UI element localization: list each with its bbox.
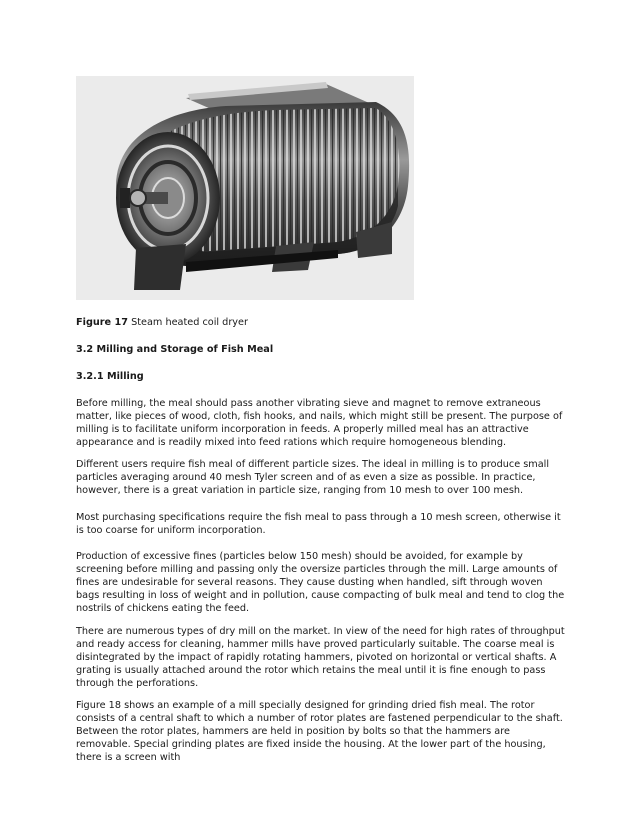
paragraph-specifications: Most purchasing specifications require the fish meal to pass through a 10 mesh screen, otherwise it is too coarse for uniform incorporation.	[76, 512, 561, 536]
section-heading: 3.2 Milling and Storage of Fish Meal	[76, 344, 274, 355]
paragraph-dry-mills: There are numerous types of dry mill on the market. In view of the need for high rates of throughput and ready access for cleaning, hammer mills have proved particularly suitable. The coarse meal is disintegrated by the impact of rapidly rotating hammers, pivoted on horizontal or vertical shafts. A grating is usually attached around the rotor which retains the meal until it is fine enough to pass through the perforations.	[76, 626, 565, 689]
subsection-heading: 3.2.1 Milling	[76, 371, 144, 382]
figure-caption	[76, 316, 566, 329]
paragraph-figure-18: Figure 18 shows an example of a mill specially designed for grinding dried fish meal. The rotor consists of a central shaft to which a number of rotor plates are fastened perpendicular to the shaft. Between the rotor plates, hammers are held in position by bolts so that the hammers are removable. Special grinding plates are fixed inside the housing. At the lower part of the housing, there is a screen with	[76, 700, 563, 763]
figure-caption-text: Steam heated coil dryer	[131, 317, 248, 328]
steam-coil-dryer-illustration	[76, 76, 414, 300]
dryer-photo	[76, 76, 414, 300]
paragraph-particle-sizes: Different users require fish meal of different particle sizes. The ideal in milling is to produce small particles averaging around 40 mesh Tyler screen and of as even a size as possible. In practice, however, there is a great variation in particle size, ranging from 10 mesh to over 100 mesh.	[76, 459, 550, 496]
figure-caption-label: Figure 17	[76, 317, 128, 328]
paragraph-fines: Production of excessive fines (particles below 150 mesh) should be avoided, for example by screening before milling and passing only the oversize particles through the mill. Large amounts of fines are undesirable for several reasons. They cause dusting when handled, sift through woven bags resulting in loss of weight and in pollution, cause compacting of bulk meal and tend to clog the nostrils of chickens eating the feed.	[76, 551, 565, 614]
paragraph-milling-purpose: Before milling, the meal should pass another vibrating sieve and magnet to remove extraneous matter, like pieces of wood, cloth, fish hooks, and nails, which might still be present. The purpose of milling is to facilitate uniform incorporation in feeds. A properly milled meal has an attractive appearance and is readily mixed into feed rations which require homogeneous blending.	[76, 398, 563, 448]
